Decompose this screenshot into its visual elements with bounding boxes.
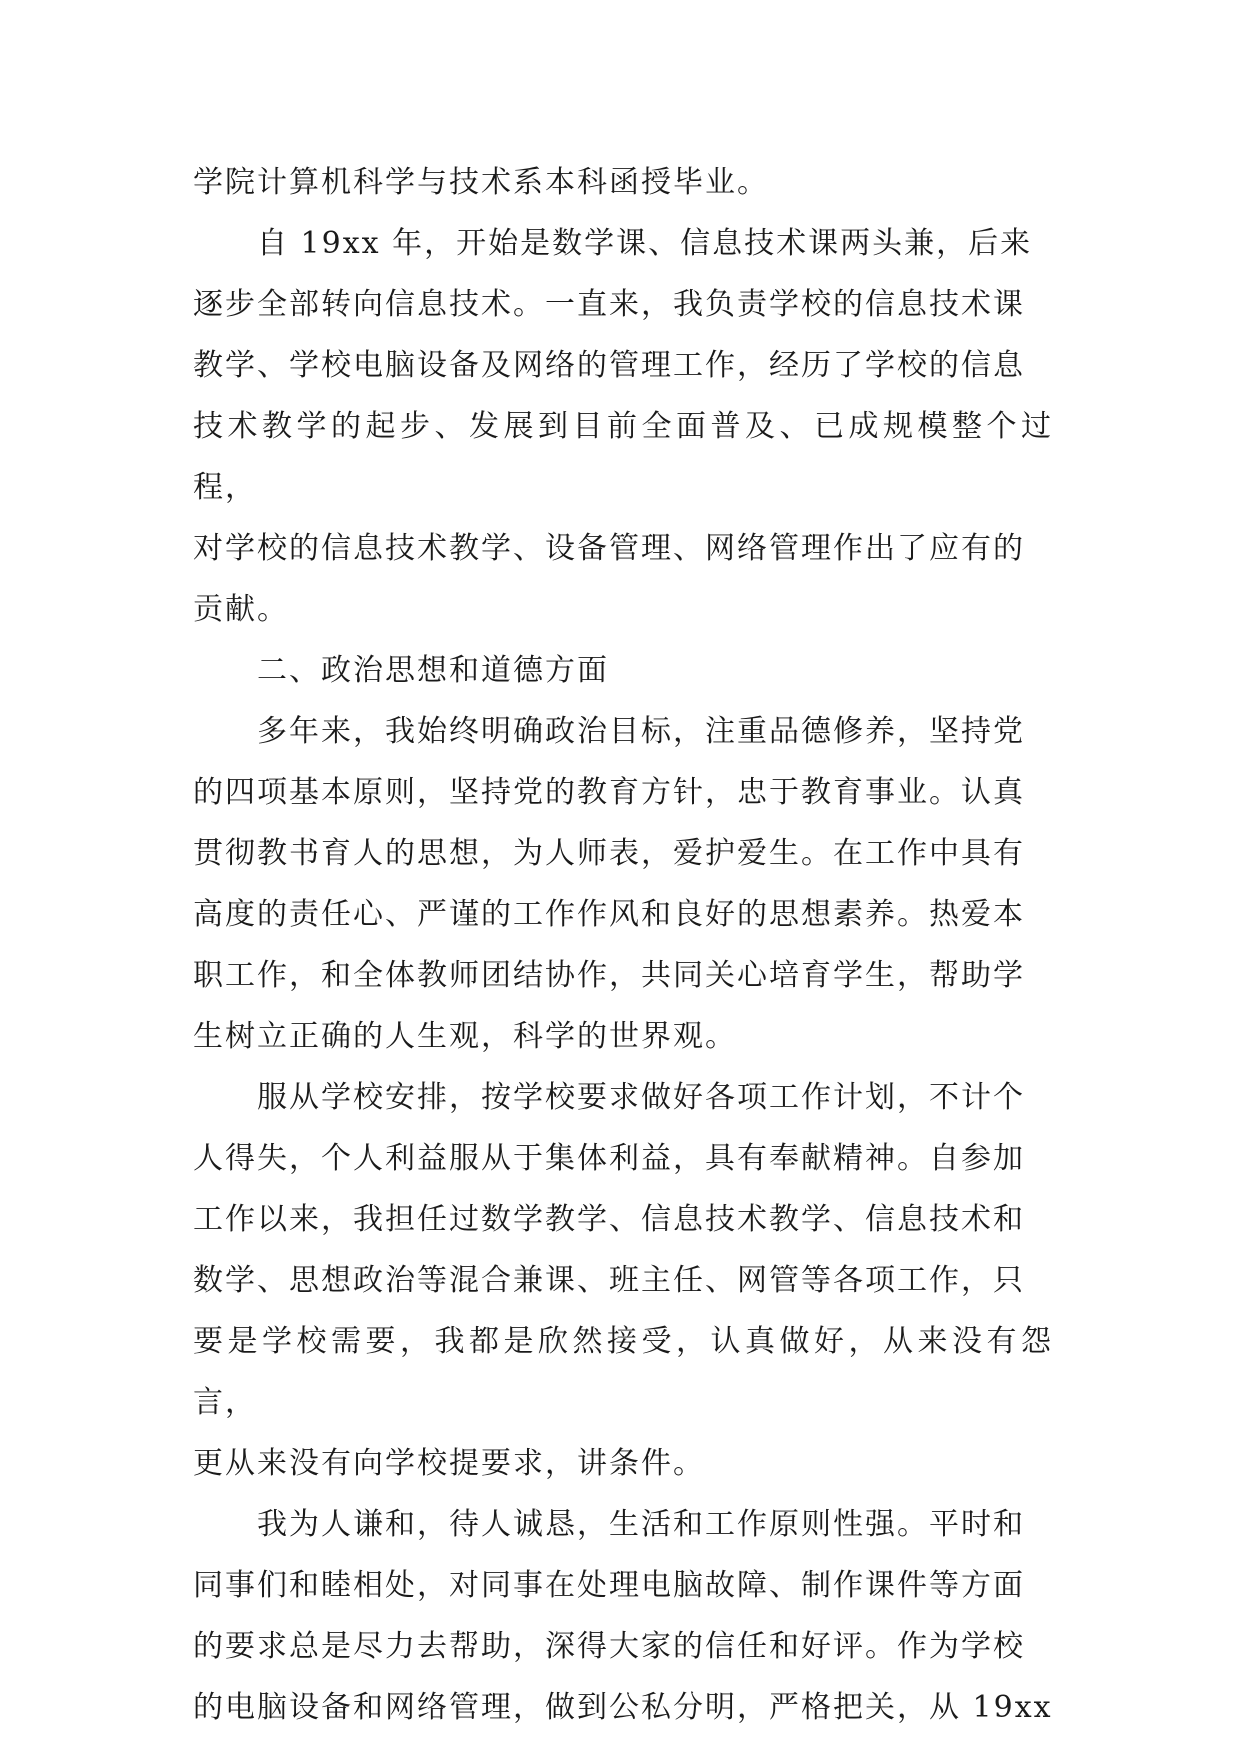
paragraph-5: 我为人谦和，待人诚恳，生活和工作原则性强。平时和 同事们和睦相处，对同事在处理电脑故障、制作课件等方面 的要求总是尽力去帮助，深得大家的信任和好评。作为学校 的电脑设备和网络管理，做到公私分明，严格把关，从 19xx: [193, 1507, 1053, 1725]
paragraph-3: 多年来，我始终明确政治目标，注重品德修养，坚持党 的四项基本原则，坚持党的教育方针，忠于教育事业。认真 贯彻教书育人的思想，为人师表，爱护爱生。在工作中具有 高度的责任心、严谨的工作作风和良好的思想素养。热爱本 职工作，和全体教师团结协作，共同关心培育学生，帮助学 生树立正确的人生观，科学的世界观。: [193, 714, 1025, 1054]
paragraph-1: 学院计算机科学与技术系本科函授毕业。: [193, 165, 769, 200]
section-heading: 二、政治思想和道德方面: [257, 653, 609, 688]
paragraph-4: 服从学校安排，按学校要求做好各项工作计划，不计个 人得失，个人利益服从于集体利益，具有奉献精神。自参加 工作以来，我担任过数学教学、信息技术教学、信息技术和 数学、思想政治等混合兼课、班主任、网管等各项工作，只 要是学校需要，我都是欣然接受，认真做好，从来没有怨言， 更从来没有向学校提要求，讲条件。: [193, 1080, 1053, 1481]
paragraph-2: 自 19xx 年，开始是数学课、信息技术课两头兼，后来 逐步全部转向信息技术。一直来，我负责学校的信息技术课 教学、学校电脑设备及网络的管理工作，经历了学校的信息 技术教学的起步、发展到目前全面普及、已成规模整个过程， 对学校的信息技术教学、设备管理、网络管理作出了应有的 贡献。: [193, 226, 1053, 627]
document-body: [193, 152, 1053, 1738]
